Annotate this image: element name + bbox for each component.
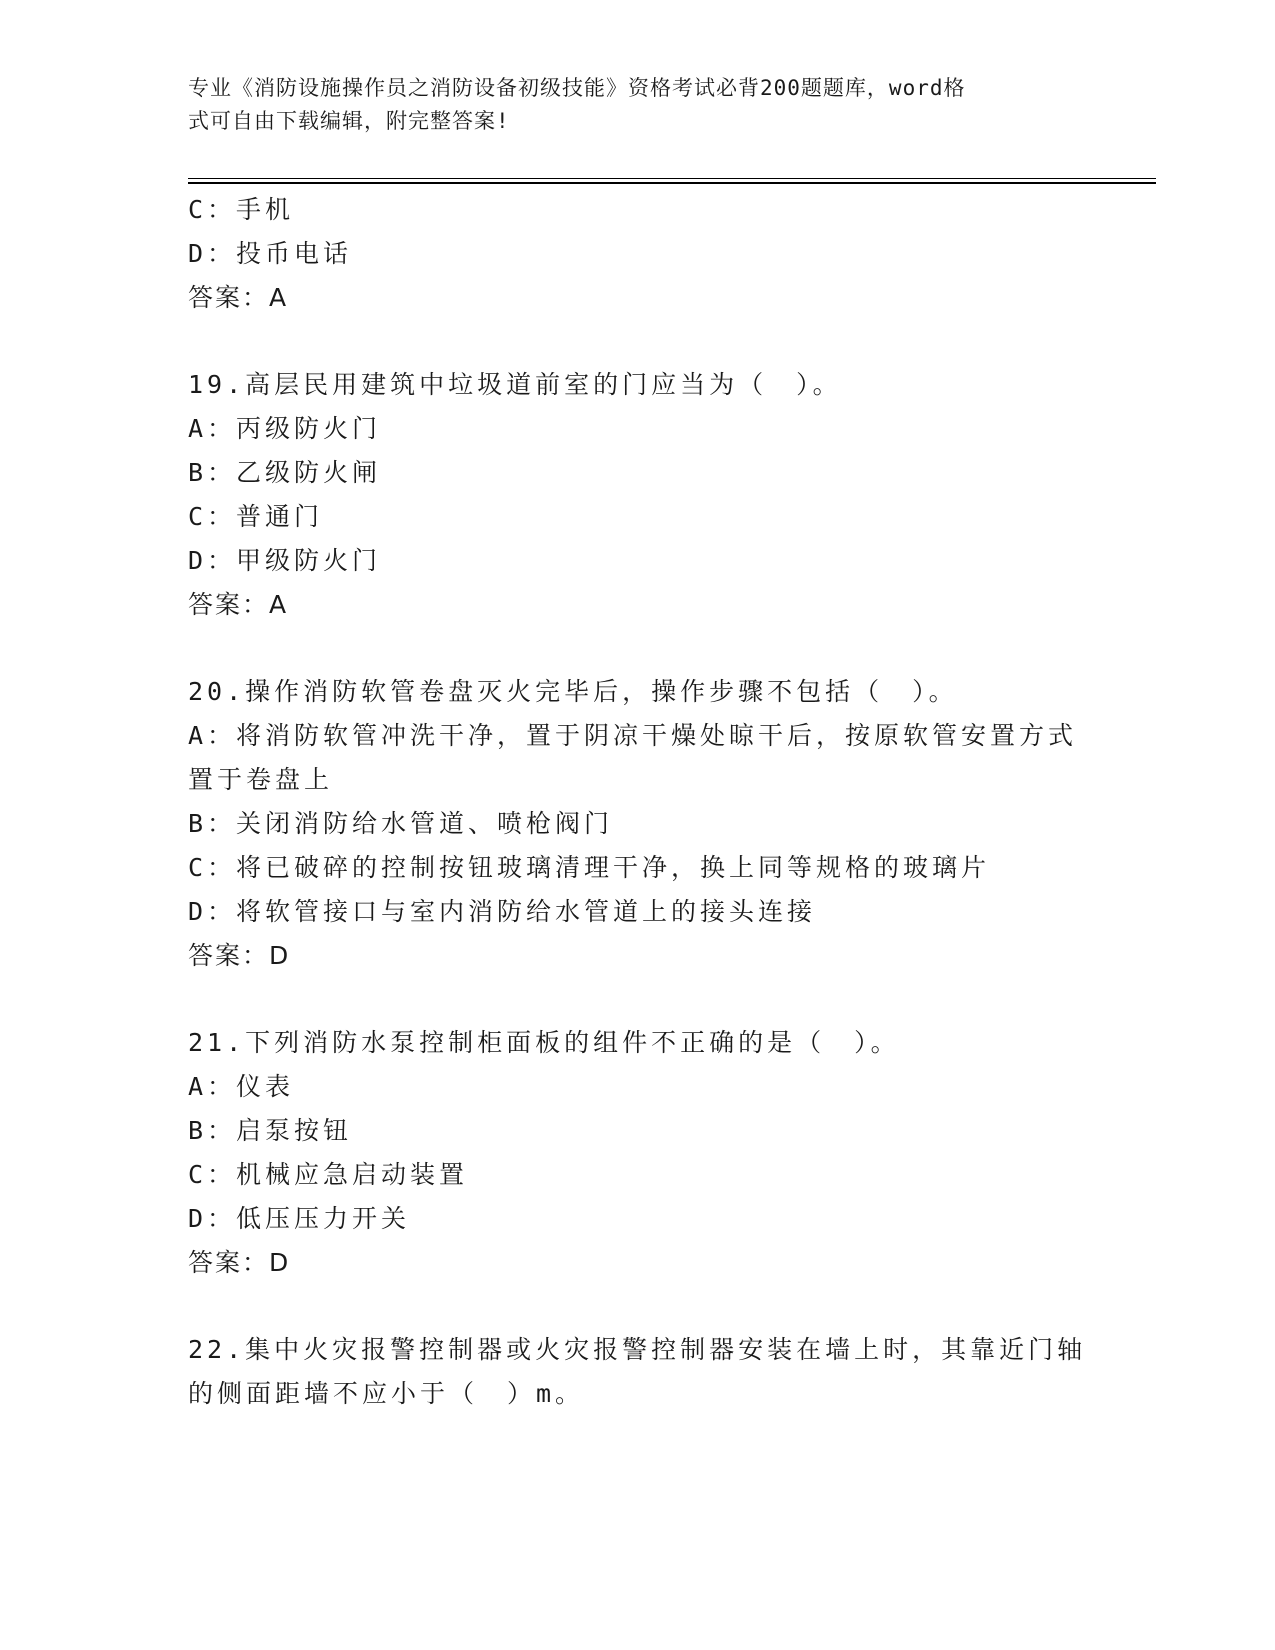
prev-option-d: D：投币电话 xyxy=(188,239,353,268)
q20-answer: 答案：D xyxy=(188,941,291,970)
header-line-2: 式可自由下载编辑，附完整答案! xyxy=(188,109,510,133)
q20-option-a-line-1: A：将消防软管冲洗干净，置于阴凉干燥处晾干后，按原软管安置方式 xyxy=(188,721,1078,750)
q19-question: 19.高层民用建筑中垃圾道前室的门应当为（ ）。 xyxy=(188,370,842,399)
q21-answer: 答案：D xyxy=(188,1248,291,1277)
q21-option-d: D：低压压力开关 xyxy=(188,1204,411,1233)
prev-option-c: C：手机 xyxy=(188,195,295,224)
q22-question-line-2: 的侧面距墙不应小于（ ）m。 xyxy=(188,1379,585,1408)
document-header xyxy=(188,72,1088,138)
q20-option-b: B：关闭消防给水管道、喷枪阀门 xyxy=(188,809,614,838)
q20-question: 20.操作消防软管卷盘灭火完毕后，操作步骤不包括（ ）。 xyxy=(188,677,958,706)
header-divider-top xyxy=(188,178,1156,179)
q20-option-a-line-2: 置于卷盘上 xyxy=(188,765,334,794)
q19-option-d: D：甲级防火门 xyxy=(188,546,382,575)
q20-option-d: D：将软管接口与室内消防给水管道上的接头连接 xyxy=(188,897,817,926)
q20-option-c: C：将已破碎的控制按钮玻璃清理干净，换上同等规格的玻璃片 xyxy=(188,853,991,882)
q19-option-a: A：丙级防火门 xyxy=(188,414,382,443)
q21-option-a: A：仪表 xyxy=(188,1072,295,1101)
q21-question: 21.下列消防水泵控制柜面板的组件不正确的是（ ）。 xyxy=(188,1028,900,1057)
q19-answer: 答案：A xyxy=(188,590,289,619)
q21-option-b: B：启泵按钮 xyxy=(188,1116,353,1145)
header-divider-bottom xyxy=(188,182,1156,184)
q22-question-line-1: 22.集中火灾报警控制器或火灾报警控制器安装在墙上时，其靠近门轴 xyxy=(188,1335,1087,1364)
q19-option-b: B：乙级防火闸 xyxy=(188,458,382,487)
header-line-1: 专业《消防设施操作员之消防设备初级技能》资格考试必背200题题库，word格 xyxy=(188,76,966,100)
prev-answer: 答案：A xyxy=(188,283,289,312)
q19-option-c: C：普通门 xyxy=(188,502,324,531)
q21-option-c: C：机械应急启动装置 xyxy=(188,1160,469,1189)
